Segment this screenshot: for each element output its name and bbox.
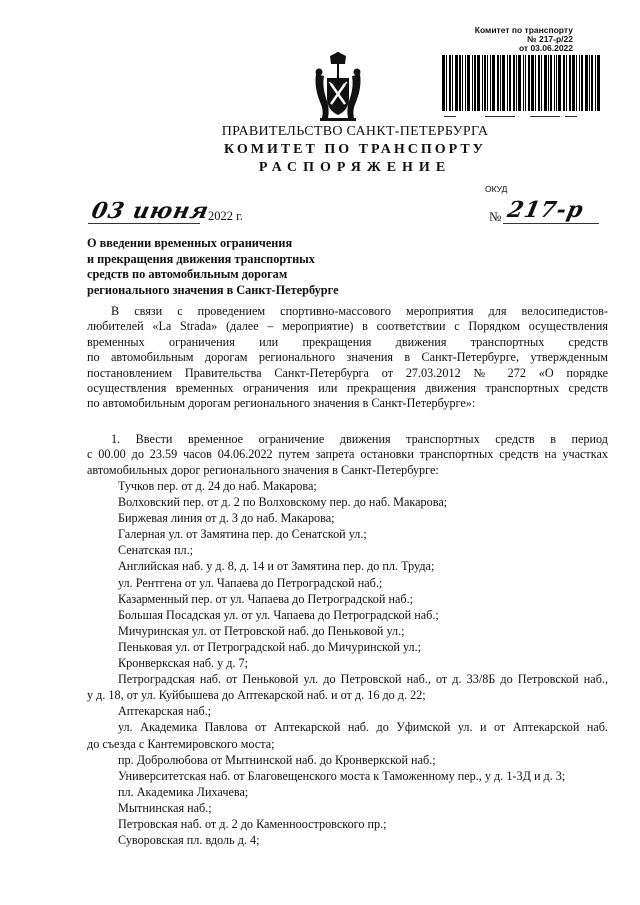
list-item: Петроградская наб. от Пеньковой ул. до Петровской наб., от д. 33/8Б до Петровской наб., <box>118 672 608 687</box>
barcode-bar <box>509 55 511 111</box>
handwritten-number: 217-р <box>505 197 587 223</box>
barcode-bar <box>446 55 447 111</box>
stamp-underline <box>485 116 515 117</box>
barcode-bar <box>523 55 524 111</box>
stamp-number: № 217-р/22 <box>527 34 573 44</box>
barcode-bar <box>550 55 552 111</box>
barcode-bar <box>589 55 590 111</box>
date-underline <box>88 223 200 224</box>
list-item: Большая Посадская ул. от ул. Чапаева до Петроградской наб.; <box>118 607 439 622</box>
paragraph-line: В связи с проведением спортивно-массового мероприятия для велосипедистов- <box>111 304 608 318</box>
barcode-bar <box>566 55 567 111</box>
committee-name: КОМИТЕТ ПО ТРАНСПОРТУ <box>224 142 486 157</box>
barcode-bar <box>538 55 540 111</box>
barcode-bar <box>576 55 577 111</box>
list-item: Сенатская пл.; <box>118 543 194 558</box>
item-1-paragraph <box>87 432 608 478</box>
barcode-bar <box>579 55 580 111</box>
barcode-bar <box>492 55 495 111</box>
barcode-bar <box>500 55 501 111</box>
barcode-bar <box>548 55 549 111</box>
handwritten-date: 03 июня <box>89 198 212 224</box>
list-item-continuation: до съезда с Кантемировского моста; <box>87 736 275 751</box>
road-list <box>87 478 608 848</box>
barcode-bar <box>541 55 542 111</box>
stamp-underline <box>565 116 577 117</box>
barcode-bar <box>462 55 463 111</box>
barcode-bar <box>513 55 515 111</box>
stamp-date: от 03.06.2022 <box>518 43 573 53</box>
barcode-bar <box>484 55 486 111</box>
barcode-bar <box>449 55 451 111</box>
barcode-bar <box>455 55 458 111</box>
list-item: Суворовская пл. вдоль д. 4; <box>118 833 260 848</box>
paragraph-line: временных ограничения или прекращения движения транспортных средств <box>87 334 608 349</box>
list-item: Тучков пер. от д. 24 до наб. Макарова; <box>118 479 317 493</box>
barcode-bar <box>507 55 508 111</box>
list-item: Галерная ул. от Замятина пер. до Сенатской ул.; <box>118 527 367 542</box>
barcode-bar <box>585 55 588 111</box>
barcode-bar <box>525 55 526 111</box>
list-item: Кронверкская наб. у д. 7; <box>118 656 248 671</box>
barcode-bar <box>442 55 445 111</box>
list-item: ул. Рентгена от ул. Чапаева до Петроградской наб.; <box>118 575 383 590</box>
barcode-bar <box>477 55 480 111</box>
paragraph-line: по автомобильным дорогам регионального значения в Санкт-Петербурге, утвержденным <box>87 350 608 365</box>
list-item: ул. Академика Павлова от Аптекарской наб. до Уфимской ул. и от Аптекарской наб. <box>118 720 608 735</box>
barcode-bar <box>595 55 596 111</box>
list-item: Мичуринская ул. от Петровской наб. до Пеньковой ул.; <box>118 623 405 638</box>
list-item: Мытнинская наб.; <box>118 800 212 815</box>
number-underline <box>503 223 599 224</box>
stamp-org: Комитет по транспорту <box>474 25 573 35</box>
number-prefix: № <box>489 209 502 224</box>
paragraph-line: осуществления временных ограничения или прекращения движения транспортных средств <box>87 380 608 395</box>
okud-label: ОКУД <box>485 184 508 194</box>
barcode-bar <box>581 55 583 111</box>
barcode-bar <box>535 55 536 111</box>
intro-paragraph <box>87 304 608 412</box>
barcode-bar <box>502 55 505 111</box>
list-item: Университетская наб. от Благовещенского моста к Таможенному пер., у д. 1-3Д и д. 3; <box>118 768 566 783</box>
barcode-bar <box>569 55 571 111</box>
paragraph-line: постановлением Правительства Санкт-Петербурга от 27.03.2012 № 272 «О порядке <box>87 365 608 380</box>
barcode-bar <box>518 55 521 111</box>
title-line: регионального значения в Санкт-Петербурге <box>87 282 339 297</box>
document-type: РАСПОРЯЖЕНИЕ <box>258 160 452 175</box>
barcode-bar <box>572 55 575 111</box>
barcode-bar <box>490 55 491 111</box>
barcode-bar <box>467 55 470 111</box>
list-item: Биржевая линия от д. 3 до наб. Макарова; <box>118 511 335 526</box>
title-line: и прекращения движения транспортных <box>87 251 315 266</box>
barcode-bar <box>482 55 483 111</box>
paragraph-line: 1. Ввести временное ограничение движения транспортных средств в период <box>111 432 608 446</box>
stamp-underline <box>530 116 560 117</box>
barcode-bar <box>472 55 473 111</box>
government-name: ПРАВИТЕЛЬСТВО САНКТ-ПЕТЕРБУРГА <box>221 124 489 139</box>
barcode-bar <box>558 55 561 111</box>
list-item: пл. Академика Лихачева; <box>118 784 249 799</box>
barcode-bar <box>487 55 488 111</box>
barcode-bar <box>556 55 557 111</box>
list-item: Пеньковая ул. от Петроградской наб. до Мичуринской ул.; <box>118 639 422 654</box>
barcode-bar <box>597 55 600 111</box>
coat-of-arms-emblem <box>312 52 364 122</box>
barcode <box>442 55 602 111</box>
barcode-bar <box>554 55 555 111</box>
barcode-bar <box>516 55 517 111</box>
paragraph-line: автомобильных дорог регионального значения в Санкт-Петербурге: <box>87 462 439 477</box>
barcode-bar <box>459 55 461 111</box>
list-item: Английская наб. у д. 8, д. 14 и от Замятина пер. до пл. Труда; <box>118 559 435 574</box>
stamp-underline <box>444 116 456 117</box>
barcode-bar <box>531 55 534 111</box>
barcode-bar <box>497 55 499 111</box>
list-item: пр. Добролюбова от Мытнинской наб. до Кронверкской наб.; <box>118 752 436 767</box>
list-item: Петровская наб. от д. 2 до Каменноостровского пр.; <box>118 816 387 831</box>
barcode-bar <box>591 55 593 111</box>
paragraph-line: по автомобильным дорогам регионального значения в Санкт-Петербурге»: <box>87 396 476 411</box>
title-line: О введении временных ограничения <box>87 236 293 250</box>
barcode-bar <box>528 55 530 111</box>
list-item: Казарменный пер. от ул. Чапаева до Петроградской наб.; <box>118 591 414 606</box>
title-line: средств по автомобильным дорогам <box>87 267 288 281</box>
barcode-bar <box>474 55 476 111</box>
list-item-continuation: у д. 18, от ул. Куйбышева до Аптекарской наб. и от д. 16 до д. 22; <box>87 688 426 703</box>
paragraph-line: с 00.00 до 23.59 часов 04.06.2022 путем запрета остановки транспортных средств на участках <box>87 447 608 462</box>
list-item: Аптекарская наб.; <box>118 704 212 719</box>
registration-stamp <box>423 26 573 53</box>
barcode-bar <box>465 55 466 111</box>
barcode-bar <box>544 55 547 111</box>
barcode-bar <box>452 55 453 111</box>
document-title <box>87 236 339 298</box>
document-year: 2022 г. <box>208 209 243 223</box>
paragraph-line: любителей «La Strada» (далее – мероприятие) в соответствии с Порядком осуществления <box>87 319 608 334</box>
list-item: Волховский пер. от д. 2 по Волховскому пер. до наб. Макарова; <box>118 495 448 510</box>
barcode-bar <box>563 55 565 111</box>
